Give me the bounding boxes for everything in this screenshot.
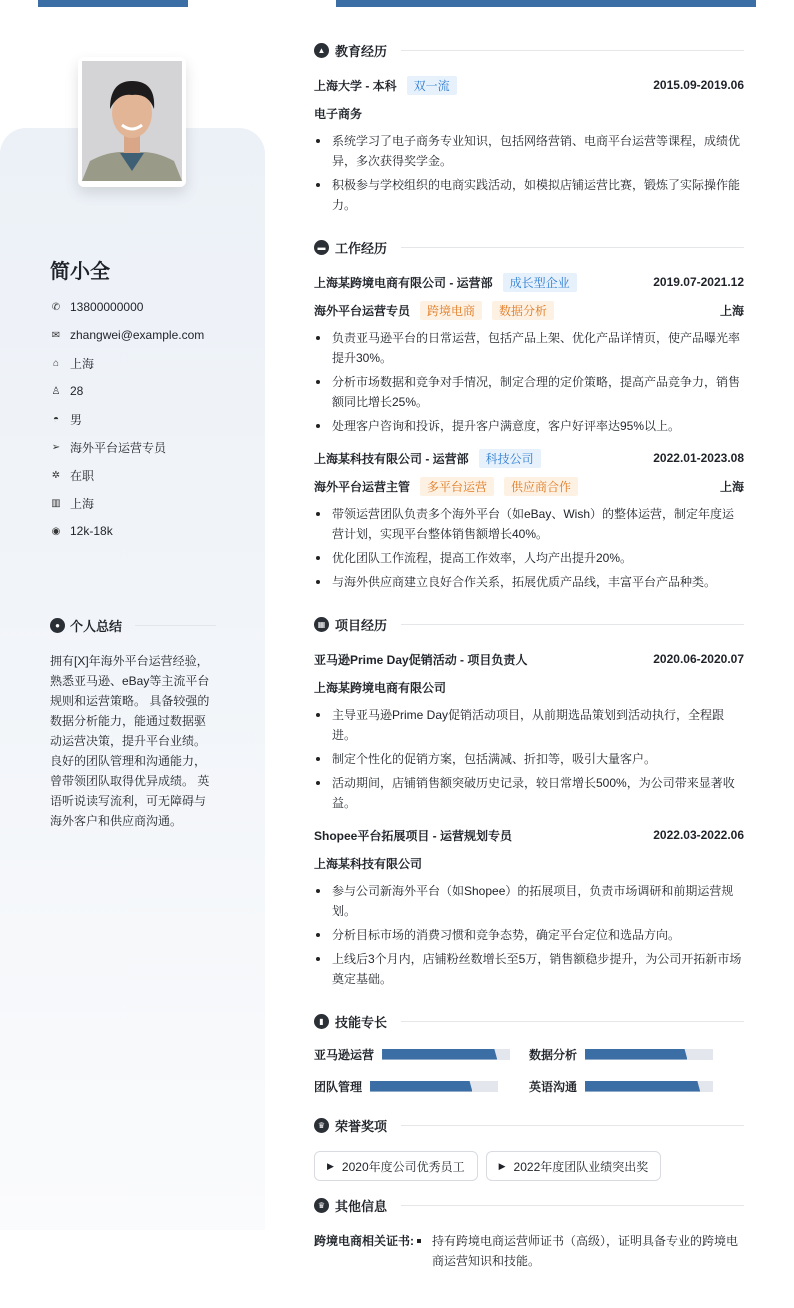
contact-item bbox=[50, 517, 204, 545]
project-date: 2020.06-2020.07 bbox=[653, 652, 744, 666]
awards-list bbox=[314, 1151, 744, 1181]
contact-text: 上海 bbox=[70, 496, 95, 511]
award-text: 2022年度团队业绩突出奖 bbox=[513, 1159, 649, 1174]
role-name: 海外平台运营专员 bbox=[314, 303, 411, 318]
major: 电子商务 bbox=[314, 106, 363, 121]
bullet-list bbox=[314, 705, 744, 813]
contact-text: 男 bbox=[70, 412, 83, 427]
work-row bbox=[314, 448, 744, 468]
skill-bar-fill bbox=[585, 1049, 687, 1060]
phone-icon: ✆ bbox=[51, 301, 61, 313]
bullet-list bbox=[314, 328, 744, 436]
skill-name: 亚马逊运营 bbox=[314, 1047, 375, 1062]
bullet-item: 处理客户咨询和投诉，提升客户满意度，客户好评率达95%以上。 bbox=[314, 416, 744, 436]
contact-text: 在职 bbox=[70, 468, 95, 483]
project-name: 亚马逊Prime Day促销活动 - 项目负责人 bbox=[314, 652, 528, 667]
section-heading-education bbox=[314, 40, 744, 60]
section-heading-work bbox=[314, 237, 744, 257]
project-company: 上海某跨境电商有限公司 bbox=[314, 680, 447, 695]
top-accent-bar-right bbox=[336, 0, 756, 7]
section-heading-projects bbox=[314, 614, 744, 634]
skill-item bbox=[529, 1045, 744, 1063]
bullet-item: 优化团队工作流程，提高工作效率，人均产出提升20%。 bbox=[314, 548, 744, 568]
work-section bbox=[314, 272, 744, 592]
award-text: 2020年度公司优秀员工 bbox=[341, 1159, 465, 1174]
skill-bar-fill bbox=[382, 1049, 497, 1060]
role-row bbox=[314, 300, 744, 320]
bullet-item: 活动期间，店铺销售额突破历史记录，较日常增长500%，为公司带来显著收益。 bbox=[314, 773, 744, 813]
top-accent-bar-left bbox=[38, 0, 188, 7]
work-date: 2022.01-2023.08 bbox=[653, 451, 744, 465]
play-icon: ▶ bbox=[327, 1160, 334, 1171]
summary-title: 个人总结 bbox=[70, 619, 123, 634]
bullet-item: 系统学习了电子商务专业知识，包括网络营销、电商平台运营等课程，成绩优异，多次获得奖学金。 bbox=[314, 131, 744, 171]
company-tag: 科技公司 bbox=[479, 449, 541, 468]
skill-item bbox=[529, 1077, 744, 1095]
skill-name: 数据分析 bbox=[529, 1047, 578, 1062]
divider bbox=[401, 247, 744, 248]
profile-name: 简小全 bbox=[50, 261, 110, 283]
skill-bar-fill bbox=[370, 1081, 472, 1092]
briefcase-icon: ▬ bbox=[314, 240, 329, 255]
work-location: 上海 bbox=[719, 479, 744, 494]
bullet-list bbox=[314, 881, 744, 989]
bullet-list bbox=[314, 504, 744, 592]
contact-text: 13800000000 bbox=[70, 300, 144, 314]
bullet-item: 制定个性化的促销方案，包括满减、折扣等，吸引大量客户。 bbox=[314, 749, 744, 769]
bullet-item: 上线后3个月内，店铺粉丝数增长至5万，销售额稳步提升，为公司开拓新市场奠定基础。 bbox=[314, 949, 744, 989]
other-label: 跨境电商相关证书: bbox=[314, 1234, 414, 1248]
contact-text: zhangwei@example.com bbox=[70, 328, 205, 342]
role-tag: 跨境电商 bbox=[420, 301, 482, 320]
award-item bbox=[314, 1151, 478, 1181]
skill-bar-fill bbox=[585, 1081, 700, 1092]
gender-icon: ◓ bbox=[52, 413, 60, 425]
status-icon: ✲ bbox=[51, 469, 61, 481]
contact-text: 28 bbox=[70, 384, 84, 398]
project-company: 上海某科技有限公司 bbox=[314, 856, 423, 871]
grid-icon: ▦ bbox=[314, 617, 329, 632]
company-tag: 成长型企业 bbox=[503, 273, 577, 292]
contact-text: 12k-18k bbox=[70, 524, 113, 538]
contact-item bbox=[50, 461, 204, 489]
school-name: 上海大学 - 本科 bbox=[314, 78, 397, 93]
project-date: 2022.03-2022.06 bbox=[653, 828, 744, 842]
contact-item bbox=[50, 377, 204, 405]
contact-list bbox=[50, 293, 204, 545]
work-date: 2019.07-2021.12 bbox=[653, 275, 744, 289]
section-heading-awards bbox=[314, 1115, 744, 1135]
role-tag: 供应商合作 bbox=[504, 477, 578, 496]
bullet-list bbox=[314, 131, 744, 215]
chart-icon: ▮ bbox=[314, 1014, 329, 1029]
contact-item bbox=[50, 293, 204, 321]
section-title: 技能专长 bbox=[335, 1014, 388, 1030]
contact-text: 海外平台运营专员 bbox=[70, 440, 167, 455]
divider bbox=[135, 625, 216, 626]
user-icon: ● bbox=[50, 618, 65, 633]
project-name: Shopee平台拓展项目 - 运营规划专员 bbox=[314, 828, 513, 843]
award-item bbox=[486, 1151, 662, 1181]
work-row bbox=[314, 272, 744, 292]
award-icon: ♛ bbox=[314, 1118, 329, 1133]
divider bbox=[401, 1021, 744, 1022]
skill-name: 英语沟通 bbox=[529, 1079, 578, 1094]
project-row bbox=[314, 649, 744, 669]
bullet-item: 分析目标市场的消费习惯和竞争态势，确定平台定位和选品方向。 bbox=[314, 925, 744, 945]
contact-item bbox=[50, 349, 204, 377]
company-name: 上海某科技有限公司 - 运营部 bbox=[314, 451, 469, 466]
home-icon: ⌂ bbox=[52, 357, 60, 369]
mail-icon: ✉ bbox=[51, 329, 61, 341]
bullet-item: 积极参与学校组织的电商实践活动，如模拟店铺运营比赛，锻炼了实际操作能力。 bbox=[314, 175, 744, 215]
projects-section bbox=[314, 649, 744, 989]
section-heading-skills bbox=[314, 1011, 744, 1031]
salary-icon: ◉ bbox=[51, 525, 61, 537]
main-content bbox=[314, 40, 744, 1271]
skills-grid bbox=[314, 1045, 744, 1095]
building-icon: ▥ bbox=[51, 497, 61, 509]
divider bbox=[401, 624, 744, 625]
contact-item bbox=[50, 489, 204, 517]
skill-name: 团队管理 bbox=[314, 1079, 363, 1094]
section-title: 工作经历 bbox=[335, 240, 388, 256]
school-tag: 双一流 bbox=[407, 76, 457, 95]
skill-bar bbox=[382, 1049, 510, 1060]
section-title: 荣誉奖项 bbox=[335, 1118, 388, 1134]
section-title: 其他信息 bbox=[335, 1198, 388, 1214]
education-row bbox=[314, 75, 744, 95]
section-title: 教育经历 bbox=[335, 43, 388, 59]
bullet-item: 负责亚马逊平台的日常运营，包括产品上架、优化产品详情页，使产品曝光率提升30%。 bbox=[314, 328, 744, 368]
other-text: 持有跨境电商运营师证书（高级），证明具备专业的跨境电商运营知识和技能。 bbox=[414, 1231, 744, 1271]
skill-bar bbox=[370, 1081, 498, 1092]
role-row bbox=[314, 476, 744, 496]
send-icon: ➢ bbox=[51, 441, 61, 453]
skill-bar bbox=[585, 1081, 713, 1092]
divider bbox=[401, 50, 744, 51]
play-icon: ▶ bbox=[498, 1160, 506, 1171]
role-tag: 数据分析 bbox=[492, 301, 554, 320]
role-tag: 多平台运营 bbox=[420, 477, 494, 496]
summary-text: 拥有[X]年海外平台运营经验，熟悉亚马逊、eBay等主流平台规则和运营策略。 具备较强的数据分析能力，能通过数据驱动运营决策，提升平台业绩。良好的团队管理和沟通能力，曾带领团队取得优异成绩。 英语听说读写流利，可无障碍与海外客户和供应商沟通。 bbox=[50, 654, 210, 828]
contact-item bbox=[50, 321, 204, 349]
cake-icon: ♙ bbox=[51, 385, 61, 397]
bullet-item: 分析市场数据和竞争对手情况，制定合理的定价策略，提高产品竞争力，销售额同比增长25%。 bbox=[314, 372, 744, 412]
summary-heading bbox=[50, 616, 216, 635]
project-row bbox=[314, 825, 744, 845]
info-icon: ♛ bbox=[314, 1198, 329, 1213]
contact-item bbox=[50, 433, 204, 461]
bullet-item: 参与公司新海外平台（如Shopee）的拓展项目，负责市场调研和前期运营规划。 bbox=[314, 881, 744, 921]
section-heading-other bbox=[314, 1195, 744, 1215]
skill-item bbox=[314, 1077, 529, 1095]
work-location: 上海 bbox=[719, 303, 744, 318]
education-date: 2015.09-2019.06 bbox=[653, 78, 744, 92]
education-section bbox=[314, 75, 744, 215]
skill-bar bbox=[585, 1049, 713, 1060]
company-name: 上海某跨境电商有限公司 - 运营部 bbox=[314, 275, 493, 290]
graduation-cap-icon: ▲ bbox=[314, 43, 329, 58]
avatar bbox=[78, 57, 186, 187]
contact-text: 上海 bbox=[70, 356, 95, 371]
divider bbox=[401, 1205, 744, 1206]
divider bbox=[401, 1125, 744, 1126]
section-title: 项目经历 bbox=[335, 617, 388, 633]
other-info bbox=[314, 1231, 744, 1271]
skill-item bbox=[314, 1045, 529, 1063]
bullet-item: 与海外供应商建立良好合作关系，拓展优质产品线，丰富平台产品种类。 bbox=[314, 572, 744, 592]
role-name: 海外平台运营主管 bbox=[314, 479, 411, 494]
bullet-item: 带领运营团队负责多个海外平台（如eBay、Wish）的整体运营，制定年度运营计划，实现平台整体销售额增长40%。 bbox=[314, 504, 744, 544]
bullet-item: 主导亚马逊Prime Day促销活动项目，从前期选品策划到活动执行，全程跟进。 bbox=[314, 705, 744, 745]
contact-item bbox=[50, 405, 204, 433]
